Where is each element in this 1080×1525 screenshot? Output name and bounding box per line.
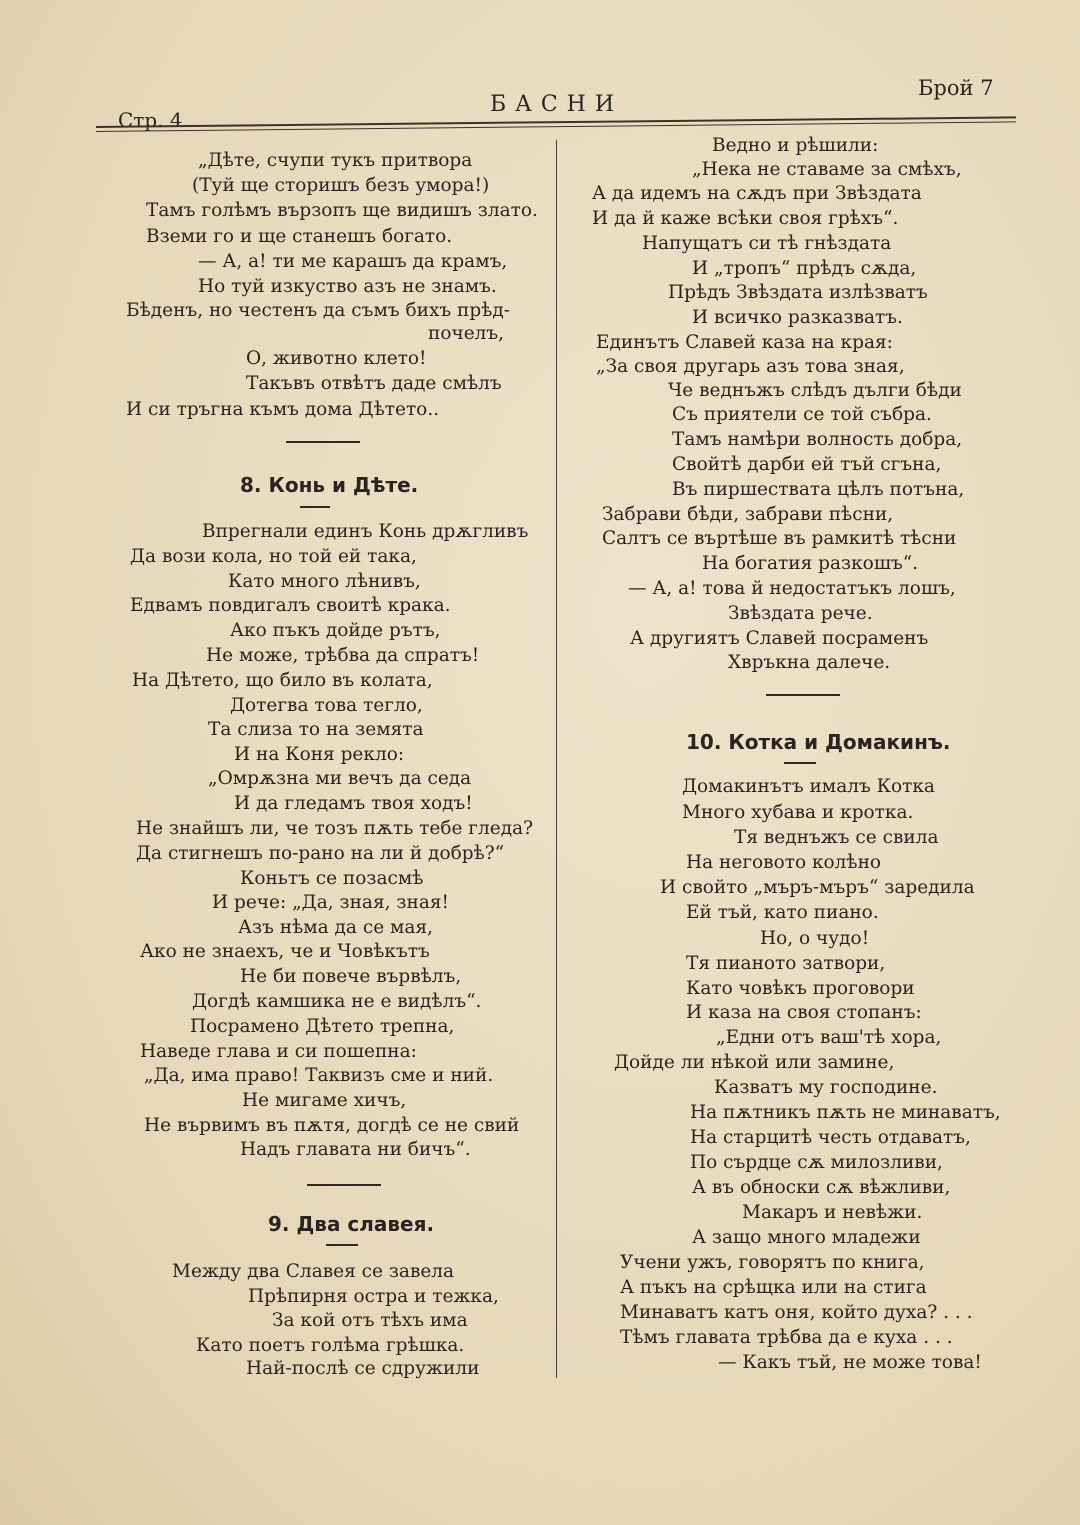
verse-line: Едвамъ повдигалъ своитѣ крака.	[130, 595, 451, 616]
verse-line: Тѣмъ главата трѣбва да е куха . . .	[620, 1327, 953, 1348]
verse-line: Ако не знаехъ, че и Човѣкътъ	[140, 941, 430, 962]
verse-line: Забрави бѣди, забрави пѣсни,	[602, 504, 894, 525]
verse-line: И да й каже всѣки своя грѣхъ“.	[592, 208, 899, 229]
fable-title: 8. Конь и Дѣте.	[240, 473, 419, 497]
verse-line: Вземи го и ще станешъ богато.	[146, 226, 453, 247]
verse-line: Много хубава и кротка.	[682, 802, 914, 823]
verse-line: Прѣдъ Звѣздата излѣзватъ	[668, 282, 928, 303]
verse-line: „За своя другарь азъ това зная,	[596, 356, 905, 377]
verse-line: Впрегнали единъ Конь дрѫгливъ	[202, 521, 529, 542]
column-divider	[556, 140, 557, 1378]
verse-line: Домакинътъ ималъ Котка	[682, 776, 935, 797]
verse-line: И „тропъ“ прѣдъ сѫда,	[692, 258, 917, 279]
verse-line: Като поетъ голѣма грѣшка.	[196, 1335, 465, 1356]
verse-line: Напущатъ си тѣ гнѣздата	[642, 233, 892, 254]
section-separator	[307, 1184, 381, 1186]
verse-line: Най-послѣ се сдружили	[246, 1358, 480, 1379]
verse-line: Азъ нѣма да се мая,	[238, 917, 433, 938]
verse-line: Като много лѣнивъ,	[228, 571, 421, 592]
verse-line: А пъкъ на срѣщка или на стига	[620, 1277, 927, 1298]
verse-line: — А, а! това й недостатъкъ лошъ,	[628, 578, 956, 599]
verse-line: Дойде ли нѣкой или замине,	[614, 1052, 895, 1073]
verse-line: Посрамено Дѣтето трепна,	[190, 1016, 455, 1037]
verse-line: И всичко разказватъ.	[692, 307, 903, 328]
verse-line: Между два Славея се завела	[172, 1261, 455, 1282]
verse-line: Казватъ му господине.	[714, 1077, 938, 1098]
verse-line: По сърдце сѫ милозливи,	[690, 1152, 943, 1173]
verse-line: — Какъ тъй, не може това!	[718, 1352, 982, 1373]
verse-line: А другиятъ Славей посраменъ	[630, 628, 929, 649]
verse-line: А да идемъ на сѫдъ при Звѣздата	[592, 183, 922, 204]
verse-line: Ведно и рѣшили:	[712, 135, 879, 156]
verse-line: „Нека не ставаме за смѣхъ,	[692, 159, 962, 180]
title-underline	[300, 506, 330, 508]
verse-line: Да вози кола, но той ей така,	[130, 546, 417, 567]
verse-line: Салтъ се въртѣше въ рамкитѣ тѣсни	[602, 528, 957, 549]
verse-line: почелъ,	[428, 323, 505, 344]
verse-line: Не мигаме хичъ,	[242, 1090, 407, 1111]
verse-line: На старцитѣ честь отдаватъ,	[690, 1127, 971, 1148]
verse-line: О, животно клето!	[246, 348, 427, 369]
verse-line: На Дѣтето, що било въ колата,	[132, 670, 433, 691]
verse-line: Хвръкна далече.	[728, 652, 891, 673]
verse-line: И рече: „Да, зная, зная!	[212, 892, 449, 913]
verse-line: Не може, трѣбва да спратъ!	[206, 645, 480, 666]
verse-line: А въ обноски сѫ вѣжливи,	[692, 1177, 951, 1198]
title-underline	[326, 1244, 358, 1246]
page-title: БАСНИ	[490, 92, 624, 117]
issue-number: Брой 7	[918, 76, 994, 100]
verse-line: Бѣденъ, но честенъ да съмъ бихъ прѣд-	[126, 300, 511, 321]
verse-line: Звѣздата рече.	[728, 603, 873, 624]
fable-title: 9. Два славея.	[268, 1212, 435, 1236]
verse-line: Тя пианото затвори,	[686, 953, 886, 974]
verse-line: Та слиза то на земята	[208, 719, 424, 740]
verse-line: И каза на своя стопанъ:	[686, 1002, 922, 1023]
verse-line: Ако пъкъ дойде рътъ,	[230, 620, 441, 641]
title-underline	[784, 762, 816, 764]
verse-line: „Да, има право! Таквизъ сме и ний.	[144, 1065, 494, 1086]
verse-line: Тя веднъжъ се свила	[734, 827, 939, 848]
verse-line: Не знайшъ ли, че тозъ пѫть тебе гледа?	[136, 818, 534, 839]
verse-line: Съ приятели се той събра.	[672, 404, 932, 425]
verse-line: Единътъ Славей каза на края:	[596, 332, 893, 353]
verse-line: — А, а! ти ме карашъ да крамъ,	[198, 251, 508, 272]
verse-line: И да гледамъ твоя ходъ!	[234, 793, 473, 814]
verse-line: Че веднъжъ слѣдъ дълги бѣди	[668, 380, 962, 401]
verse-line: „Едни отъ ваш'тѣ хора,	[716, 1027, 942, 1048]
verse-line: Свойтѣ дарби ей тъй сгъна,	[672, 454, 942, 475]
section-separator	[286, 441, 360, 443]
verse-line: Тамъ намѣри волность добра,	[672, 429, 963, 450]
verse-line: Но, о чудо!	[760, 928, 870, 949]
verse-line: „Омрѫзна ми вечъ да седа	[208, 768, 472, 789]
verse-line: Такъвъ отвѣтъ даде смѣлъ	[246, 373, 502, 394]
verse-line: Прѣпирня остра и тежка,	[248, 1286, 499, 1307]
verse-line: Дотегва това тегло,	[230, 695, 423, 716]
verse-line: На пѫтникъ пѫть не минаватъ,	[690, 1102, 1001, 1123]
verse-line: А защо много младежи	[692, 1227, 921, 1248]
verse-line: (Туй ще сторишъ безъ умора!)	[192, 175, 490, 196]
verse-line: И на Коня рекло:	[234, 744, 405, 765]
verse-line: Надъ главата ни бичъ“.	[240, 1139, 471, 1160]
verse-line: Наведе глава и си пошепна:	[140, 1041, 417, 1062]
verse-line: И свойто „мъръ-мъръ“ заредила	[660, 877, 975, 898]
verse-line: Макаръ и невѣжи.	[742, 1202, 923, 1223]
verse-line: Минаватъ катъ оня, който духа? . . .	[620, 1302, 973, 1323]
verse-line: И си тръгна къмъ дома Дѣтето..	[126, 399, 440, 420]
verse-line: Въ пиршествата цѣлъ потъна,	[672, 479, 965, 500]
page-number: Стр. 4	[118, 108, 183, 132]
section-separator	[766, 694, 840, 696]
verse-line: Не вървимъ въ пѫтя, догдѣ се не свий	[144, 1115, 520, 1136]
verse-line: На богатия разкошъ“.	[702, 553, 919, 574]
verse-line: Да стигнешъ по-рано на ли й добрѣ?“	[136, 843, 505, 864]
verse-line: Като човѣкъ проговори	[686, 978, 915, 999]
verse-line: Коньтъ се позасмѣ	[240, 868, 424, 889]
verse-line: На неговото колѣно	[686, 852, 882, 873]
verse-line: За кой отъ тѣхъ има	[272, 1310, 468, 1331]
verse-line: Учени ужъ, говорятъ по книга,	[620, 1252, 925, 1273]
verse-line: Тамъ голѣмъ вързопъ ще видишъ злато.	[146, 200, 538, 221]
fable-title: 10. Котка и Домакинъ.	[686, 730, 951, 754]
verse-line: Не би повече вървѣлъ,	[240, 966, 462, 987]
verse-line: Но туй изкуство азъ не знамъ.	[198, 276, 497, 297]
verse-line: Догдѣ камшика не е видѣлъ“.	[192, 991, 482, 1012]
verse-line: Ей тъй, като пиано.	[686, 902, 879, 923]
verse-line: „Дѣте, счупи тукъ притвора	[198, 150, 473, 171]
